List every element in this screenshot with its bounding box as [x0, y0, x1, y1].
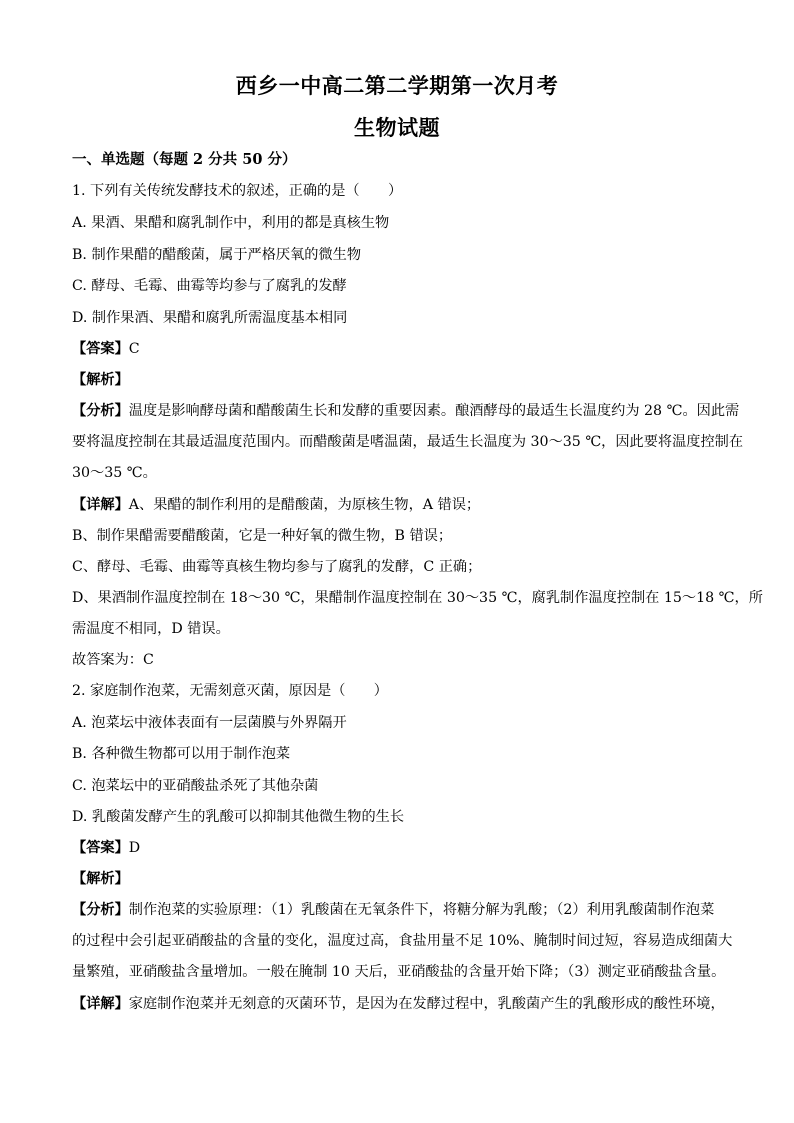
question-1-option-c: C. 酵母、毛霉、曲霉等均参与了腐乳的发酵 [72, 278, 347, 294]
question-1-xiangjie-line-1 [72, 495, 480, 515]
xiangjie-tag: 【详解】 [72, 497, 129, 513]
question-2-fenxi-line-3: 量繁殖，亚硝酸盐含量增加。一般在腌制 10 天后，亚硝酸盐的含量开始下降；（3）测定亚硝酸盐含量。 [72, 964, 726, 980]
question-1-answer [72, 339, 140, 359]
question-1-option-d: D. 制作果酒、果醋和腐乳所需温度基本相同 [72, 310, 348, 326]
question-1-fenxi-line-2: 要将温度控制在其最适温度范围内。而醋酸菌是嗜温菌，最适生长温度为 30～35 ℃，因此要将温度控制在 [72, 434, 744, 450]
page-title: 西乡一中高二第二学期第一次月考 [235, 73, 559, 98]
page-subtitle: 生物试题 [354, 115, 440, 140]
question-2-option-a: A. 泡菜坛中液体表面有一层菌膜与外界隔开 [72, 715, 347, 731]
question-2-xiangjie-line-1 [72, 994, 725, 1014]
question-1-fenxi-line-1 [72, 401, 739, 421]
question-1-xiangjie-line-5: 需温度不相同，D 错误。 [72, 621, 230, 637]
question-2-fenxi-line-2: 的过程中会引起亚硝酸盐的含量的变化，温度过高，食盐用量不足 10%、腌制时间过短，容易造成细菌大 [72, 933, 733, 949]
answer-tag: 【答案】 [72, 840, 129, 856]
answer-value: C [128, 341, 140, 357]
question-2-option-b: B. 各种微生物都可以用于制作泡菜 [72, 746, 291, 762]
section-heading: 一、单选题（每题 2 分共 50 分） [72, 151, 297, 168]
question-1-option-a: A. 果酒、果醋和腐乳制作中，利用的都是真核生物 [72, 215, 390, 231]
xiangjie-text: 家庭制作泡菜并无刻意的灭菌环节，是因为在发酵过程中，乳酸菌产生的乳酸形成的酸性环境， [128, 996, 725, 1012]
question-1-xiangjie-line-3: C、酵母、毛霉、曲霉等真核生物均参与了腐乳的发酵，C 正确； [72, 559, 482, 575]
question-1-analysis-tag: 【解析】 [72, 372, 129, 388]
answer-value: D [128, 840, 141, 856]
fenxi-text: 制作泡菜的实验原理：（1）乳酸菌在无氧条件下，将糖分解为乳酸；（2）利用乳酸菌制作泡菜 [128, 902, 715, 918]
fenxi-text: 温度是影响酵母菌和醋酸菌生长和发酵的重要因素。酿酒酵母的最适生长温度约为 28 ℃。因此需 [128, 403, 740, 419]
question-1-conclusion: 故答案为：C [72, 652, 154, 668]
question-2-analysis-tag: 【解析】 [72, 871, 129, 887]
question-2-fenxi-line-1 [72, 900, 714, 920]
answer-tag: 【答案】 [72, 341, 129, 357]
fenxi-tag: 【分析】 [72, 902, 129, 918]
fenxi-tag: 【分析】 [72, 403, 129, 419]
question-1-option-b: B. 制作果醋的醋酸菌，属于严格厌氧的微生物 [72, 247, 362, 263]
question-2-answer [72, 838, 140, 858]
question-2-option-d: D. 乳酸菌发酵产生的乳酸可以抑制其他微生物的生长 [72, 809, 405, 825]
question-2-option-c: C. 泡菜坛中的亚硝酸盐杀死了其他杂菌 [72, 778, 319, 794]
question-1-stem: 1. 下列有关传统发酵技术的叙述，正确的是（ ） [72, 183, 403, 199]
xiangjie-text: A、果醋的制作利用的是醋酸菌，为原核生物，A 错误； [128, 497, 481, 513]
question-1-fenxi-line-3: 30～35 ℃。 [72, 465, 157, 481]
question-2-stem: 2. 家庭制作泡菜，无需刻意灭菌，原因是（ ） [72, 683, 388, 699]
question-1-xiangjie-line-2: B、制作果醋需要醋酸菌，它是一种好氧的微生物，B 错误； [72, 528, 453, 544]
xiangjie-tag: 【详解】 [72, 996, 129, 1012]
question-1-xiangjie-line-4: D、果酒制作温度控制在 18～30 ℃，果醋制作温度控制在 30～35 ℃，腐乳制作温度控制在 15～18 ℃，所 [72, 590, 763, 606]
